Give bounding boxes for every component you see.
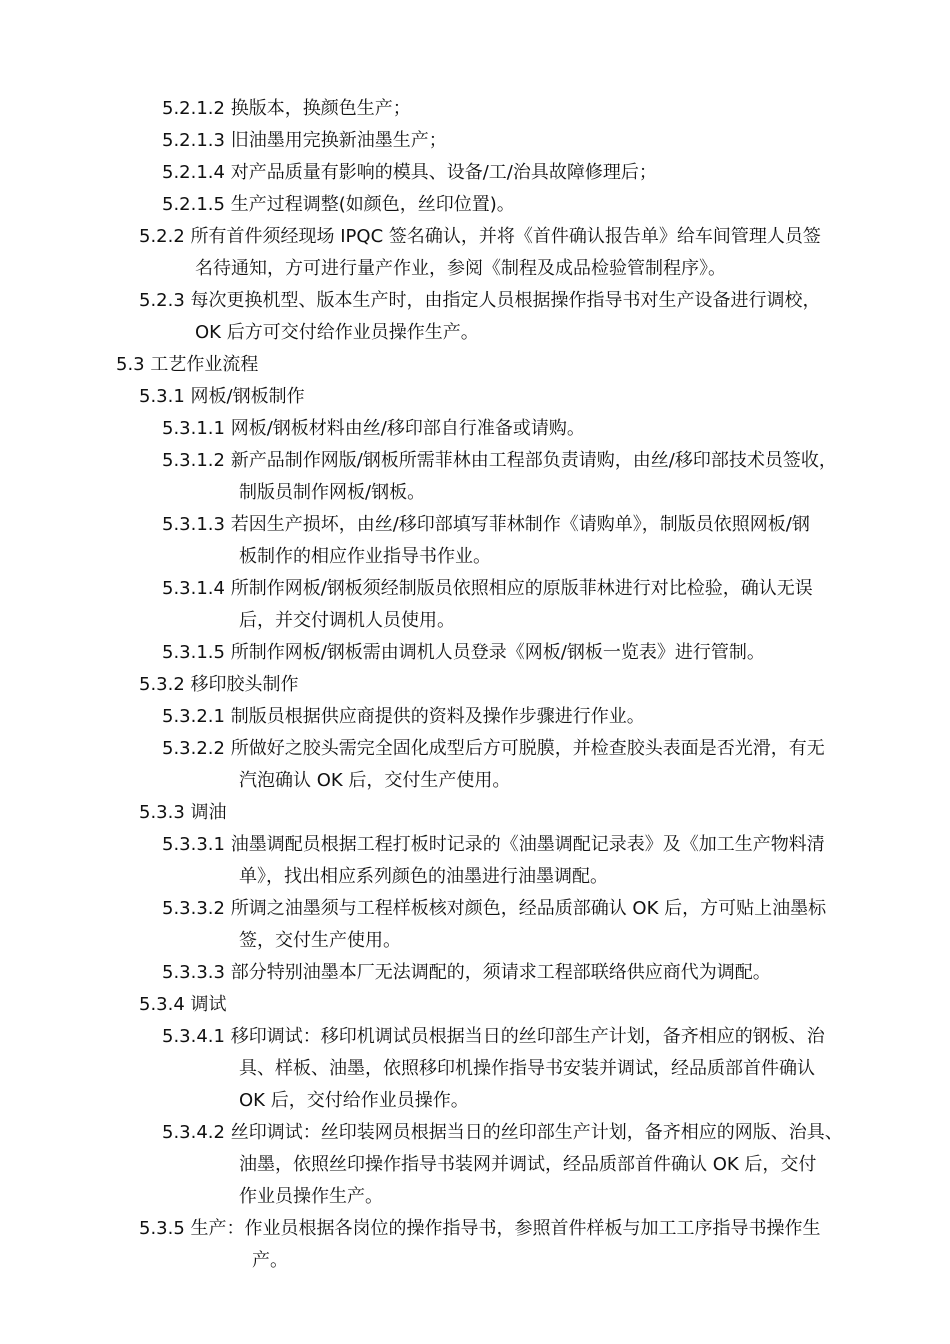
- item-5-2-3-line-1: 5.2.3 每次更换机型、版本生产时，由指定人员根据操作指导书对生产设备进行调校，: [139, 290, 821, 311]
- item-5-3-4-2-line-3: 作业员操作生产。: [239, 1186, 383, 1207]
- item-5-3-1-3-line-2: 板制作的相应作业指导书作业。: [239, 546, 491, 567]
- item-5-3-1-5: 5.3.1.5 所制作网板/钢板需由调机人员登录《网板/钢板一览表》进行管制。: [162, 642, 765, 663]
- item-5-3-4-1-line-2: 具、样板、油墨，依照移印机操作指导书安装并调试，经品质部首件确认: [239, 1058, 815, 1079]
- item-5-3-3-3: 5.3.3.3 部分特别油墨本厂无法调配的，须请求工程部联络供应商代为调配。: [162, 962, 771, 983]
- section-5-3-2-heading: 5.3.2 移印胶头制作: [139, 674, 299, 695]
- item-5-3-1-2-line-2: 制版员制作网板/钢板。: [239, 482, 426, 503]
- item-5-3-2-1: 5.3.2.1 制版员根据供应商提供的资料及操作步骤进行作业。: [162, 706, 645, 727]
- item-5-2-1-4: 5.2.1.4 对产品质量有影响的模具、设备/工/治具故障修理后；: [162, 162, 657, 183]
- item-5-3-1-4-line-2: 后，并交付调机人员使用。: [239, 610, 455, 631]
- item-5-2-1-5: 5.2.1.5 生产过程调整(如颜色，丝印位置)。: [162, 194, 515, 215]
- item-5-3-5-line-2: 产。: [252, 1250, 288, 1271]
- item-5-3-1-4-line-1: 5.3.1.4 所制作网板/钢板须经制版员依照相应的原版菲林进行对比检验，确认无误: [162, 578, 813, 599]
- item-5-3-1-2-line-1: 5.3.1.2 新产品制作网版/钢板所需菲林由工程部负责请购，由丝/移印部技术员签收，: [162, 450, 837, 471]
- item-5-2-2-line-2: 名待通知，方可进行量产作业，参阅《制程及成品检验管制程序》。: [195, 258, 726, 279]
- item-5-2-1-3: 5.2.1.3 旧油墨用完换新油墨生产；: [162, 130, 447, 151]
- item-5-3-1-3-line-1: 5.3.1.3 若因生产损坏，由丝/移印部填写菲林制作《请购单》，制版员依照网板/钢: [162, 514, 810, 535]
- section-5-3-3-heading: 5.3.3 调油: [139, 802, 227, 823]
- item-5-3-3-1-line-1: 5.3.3.1 油墨调配员根据工程打板时记录的《油墨调配记录表》及《加工生产物料清: [162, 834, 825, 855]
- item-5-3-2-2-line-1: 5.3.2.2 所做好之胶头需完全固化成型后方可脱膜，并检查胶头表面是否光滑，有无: [162, 738, 825, 759]
- item-5-3-5-line-1: 5.3.5 生产：作业员根据各岗位的操作指导书，参照首件样板与加工工序指导书操作生: [139, 1218, 821, 1239]
- section-5-3-4-heading: 5.3.4 调试: [139, 994, 227, 1015]
- item-5-3-3-1-line-2: 单》，找出相应系列颜色的油墨进行油墨调配。: [239, 866, 608, 887]
- item-5-3-3-2-line-2: 签，交付生产使用。: [239, 930, 401, 951]
- item-5-3-1-1: 5.3.1.1 网板/钢板材料由丝/移印部自行准备或请购。: [162, 418, 585, 439]
- item-5-2-1-2: 5.2.1.2 换版本，换颜色生产；: [162, 98, 411, 119]
- section-5-3-1-heading: 5.3.1 网板/钢板制作: [139, 386, 305, 407]
- item-5-3-4-1-line-3: OK 后，交付给作业员操作。: [239, 1090, 469, 1111]
- item-5-3-2-2-line-2: 汽泡确认 OK 后，交付生产使用。: [239, 770, 511, 791]
- item-5-3-4-2-line-1: 5.3.4.2 丝印调试：丝印装网员根据当日的丝印部生产计划，备齐相应的网版、治具、: [162, 1122, 843, 1143]
- item-5-3-4-1-line-1: 5.3.4.1 移印调试：移印机调试员根据当日的丝印部生产计划，备齐相应的钢板、治: [162, 1026, 825, 1047]
- section-5-3-heading: 5.3 工艺作业流程: [116, 354, 259, 375]
- item-5-3-3-2-line-1: 5.3.3.2 所调之油墨须与工程样板核对颜色，经品质部确认 OK 后，方可贴上油墨标: [162, 898, 827, 919]
- item-5-2-3-line-2: OK 后方可交付给作业员操作生产。: [195, 322, 479, 343]
- item-5-2-2-line-1: 5.2.2 所有首件须经现场 IPQC 签名确认，并将《首件确认报告单》给车间管理人员签: [139, 226, 821, 247]
- item-5-3-4-2-line-2: 油墨，依照丝印操作指导书装网并调试，经品质部首件确认 OK 后，交付: [239, 1154, 817, 1175]
